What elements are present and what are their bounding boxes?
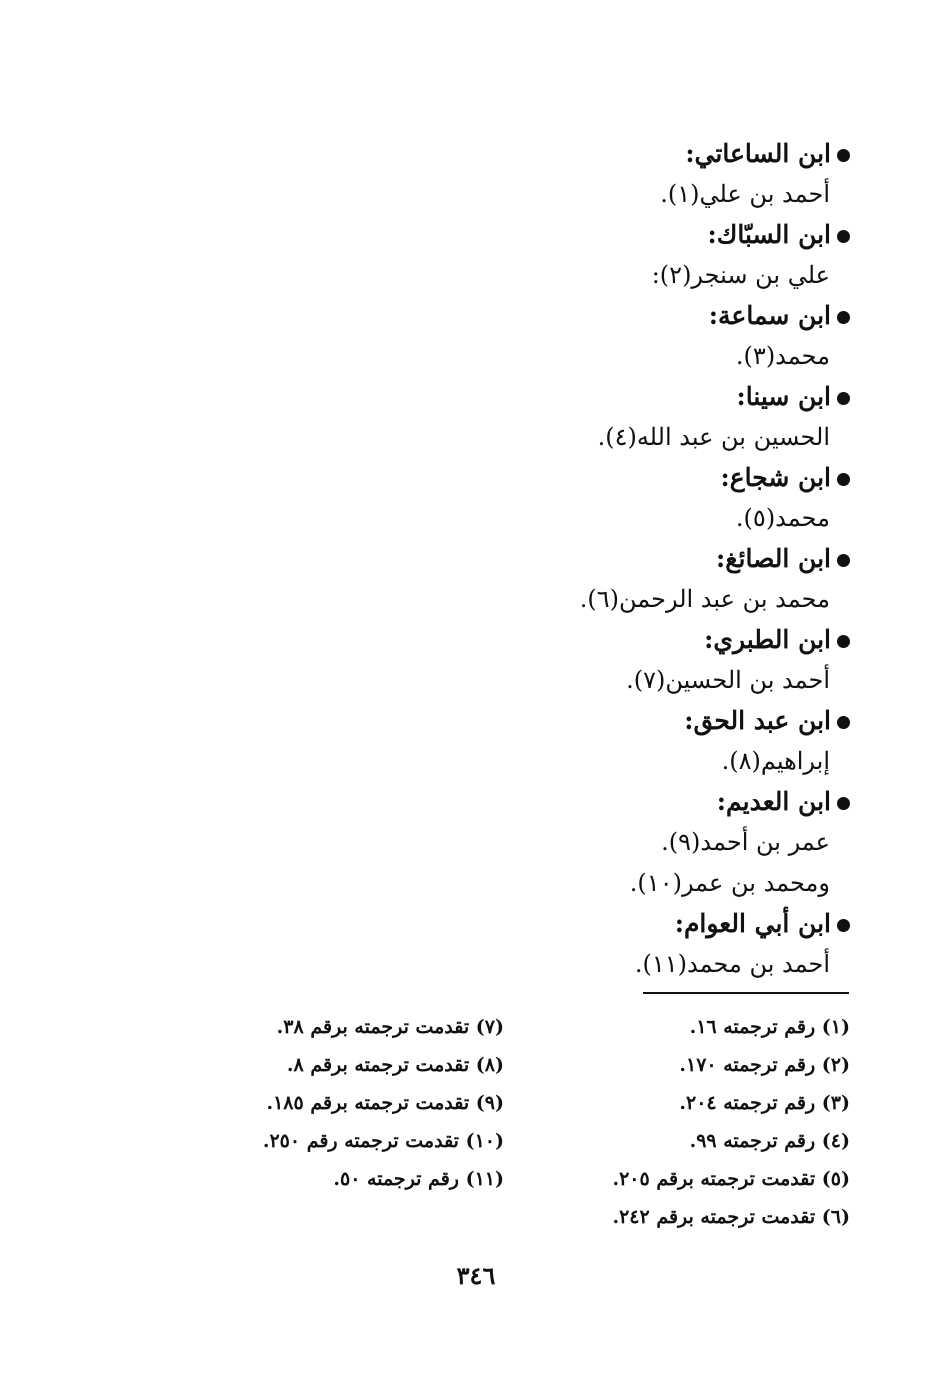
footnote: (٤) رقم ترجمته ٩٩. <box>689 1130 850 1152</box>
entry-item: علي بن سنجر(٢): <box>651 261 830 289</box>
entry-heading: ابن السبّاك: <box>430 215 850 255</box>
page-number: ٣٤٦ <box>456 1261 496 1290</box>
entry <box>430 701 850 782</box>
footnote: (١١) رقم ترجمته ٥٠. <box>333 1168 504 1190</box>
footnotes-left-column <box>204 1008 504 1198</box>
footnote: (٢) رقم ترجمته ١٧٠. <box>679 1054 850 1076</box>
entry-heading: ابن سماعة: <box>430 296 850 336</box>
bullet-icon <box>837 797 850 810</box>
entry <box>430 296 850 377</box>
bullet-icon <box>837 230 850 243</box>
footnote: (٦) تقدمت ترجمته برقم ٢٤٢. <box>612 1206 850 1228</box>
entry <box>430 620 850 701</box>
entry <box>430 134 850 215</box>
entry-heading: ابن الطبري: <box>430 620 850 660</box>
bullet-icon <box>837 919 850 932</box>
bullet-icon <box>837 716 850 729</box>
footnote: (١٠) تقدمت ترجمته رقم ٢٥٠. <box>262 1130 504 1152</box>
entry-item: أحمد بن علي(١). <box>660 180 830 208</box>
bullet-icon <box>837 554 850 567</box>
entry-heading: ابن عبد الحق: <box>430 701 850 741</box>
entry-item: ومحمد بن عمر(١٠). <box>629 869 830 897</box>
entries-list <box>430 134 850 985</box>
entry <box>430 539 850 620</box>
footnote: (٩) تقدمت ترجمته برقم ١٨٥. <box>266 1092 504 1114</box>
entry-item: محمد بن عبد الرحمن(٦). <box>579 585 830 613</box>
bullet-icon <box>837 311 850 324</box>
entry-heading: ابن شجاع: <box>430 458 850 498</box>
entry-item: عمر بن أحمد(٩). <box>661 828 830 856</box>
entry <box>430 215 850 296</box>
entry-heading: ابن سينا: <box>430 377 850 417</box>
entry <box>430 458 850 539</box>
footnote: (٧) تقدمت ترجمته برقم ٣٨. <box>276 1016 504 1038</box>
footnote: (٨) تقدمت ترجمته برقم ٨. <box>286 1054 504 1076</box>
footnote-divider <box>643 992 849 994</box>
footnote: (١) رقم ترجمته ١٦. <box>689 1016 850 1038</box>
entry <box>430 377 850 458</box>
entry <box>430 904 850 985</box>
entry-item: محمد(٣). <box>735 342 830 370</box>
footnote: (٣) رقم ترجمته ٢٠٤. <box>679 1092 850 1114</box>
bullet-icon <box>837 635 850 648</box>
entry-item: الحسين بن عبد الله(٤). <box>597 423 830 451</box>
entry-item: أحمد بن محمد(١١). <box>634 950 830 978</box>
entry-item: إبراهيم(٨). <box>721 747 830 775</box>
footnotes-right-column <box>550 1008 850 1236</box>
entry <box>430 782 850 904</box>
entry-heading: ابن الساعاتي: <box>430 134 850 174</box>
entry-heading: ابن العديم: <box>430 782 850 822</box>
footnote: (٥) تقدمت ترجمته برقم ٢٠٥. <box>612 1168 850 1190</box>
bullet-icon <box>837 149 850 162</box>
entry-item: أحمد بن الحسين(٧). <box>626 666 830 694</box>
entry-heading: ابن أبي العوام: <box>430 904 850 944</box>
entry-item: محمد(٥). <box>735 504 830 532</box>
bullet-icon <box>837 392 850 405</box>
entry-heading: ابن الصائغ: <box>430 539 850 579</box>
bullet-icon <box>837 473 850 486</box>
